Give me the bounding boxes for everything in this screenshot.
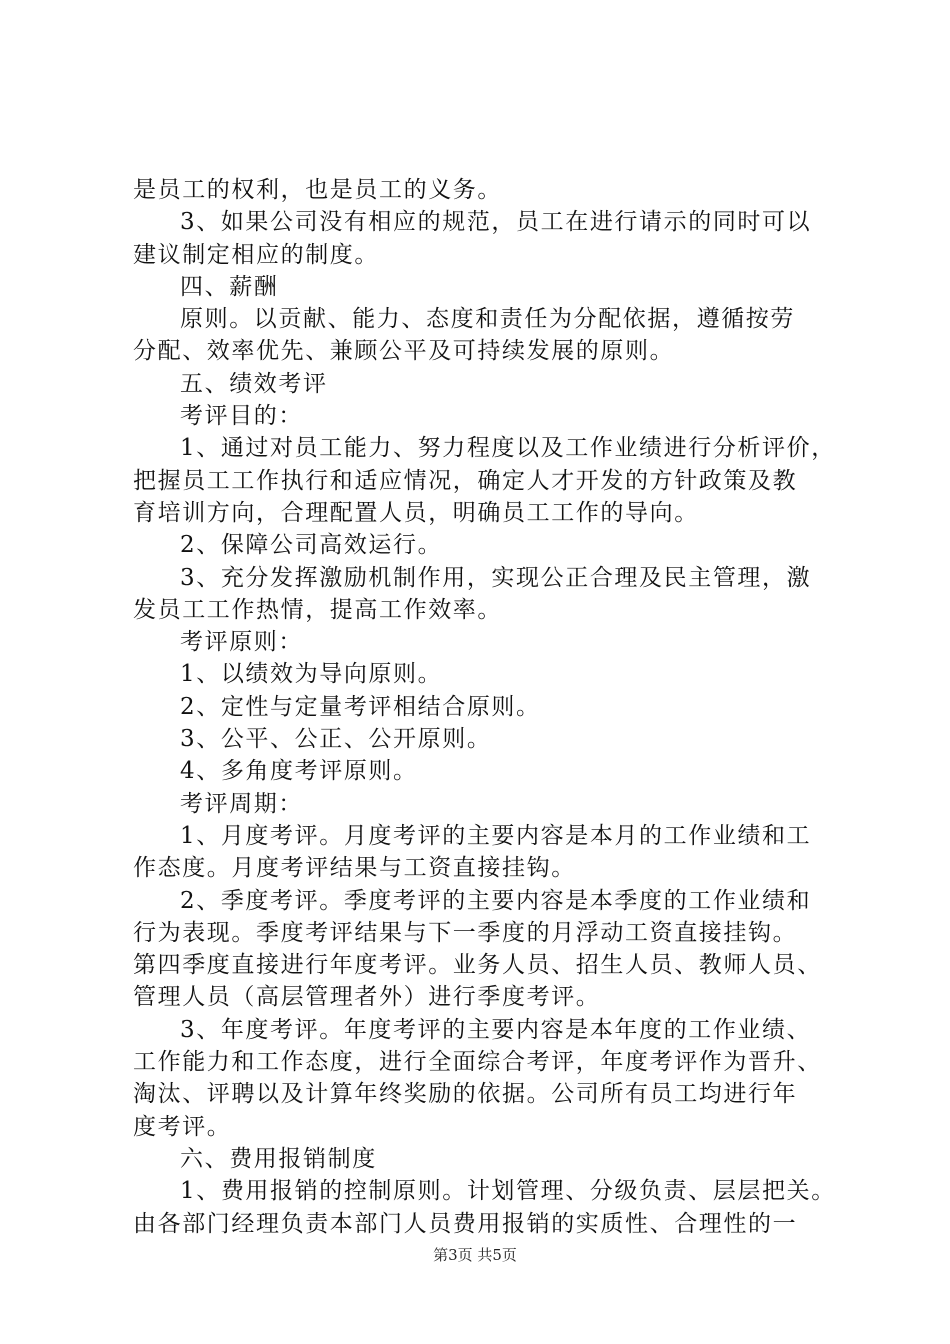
text-line: 3、充分发挥激励机制作用，实现公正合理及民主管理，激 [180, 564, 812, 591]
text-line: 是员工的权利，也是员工的义务。 [133, 177, 502, 203]
text-line: 2、保障公司高效运行。 [180, 532, 443, 559]
text-line: 管理人员（高层管理者外）进行季度考评。 [133, 984, 601, 1011]
text-line: 度考评。 [133, 1113, 232, 1140]
text-line: 考评目的： [180, 403, 303, 430]
text-line: 发员工工作热情，提高工作效率。 [133, 596, 502, 623]
page-footer: 第3页 共5页 [433, 1246, 517, 1264]
text-line: 1、月度考评。月度考评的主要内容是本月的工作业绩和工 [180, 822, 812, 849]
text-line: 作态度。月度考评结果与工资直接挂钩。 [133, 855, 576, 882]
text-line: 原则。以贡献、能力、态度和责任为分配依据，遵循按劳 [180, 306, 795, 333]
text-line: 分配、效率优先、兼顾公平及可持续发展的原则。 [133, 338, 675, 365]
text-line: 考评原则： [180, 629, 303, 656]
text-line: 1、通过对员工能力、努力程度以及工作业绩进行分析评价， [180, 435, 836, 462]
text-line: 建议制定相应的制度。 [133, 241, 379, 268]
text-line: 3、年度考评。年度考评的主要内容是本年度的工作业绩、 [180, 1016, 812, 1043]
text-line: 考评周期： [180, 790, 303, 817]
text-line: 2、季度考评。季度考评的主要内容是本季度的工作业绩和 [180, 887, 812, 914]
text-line: 育培训方向，合理配置人员，明确员工工作的导向。 [133, 499, 699, 526]
text-line: 把握员工工作执行和适应情况，确定人才开发的方针政策及教 [133, 467, 798, 494]
text-line: 4、多角度考评原则。 [180, 758, 418, 785]
text-line: 1、费用报销的控制原则。计划管理、分级负责、层层把关。 [180, 1178, 836, 1205]
text-line: 淘汰、评聘以及计算年终奖励的依据。公司所有员工均进行年 [133, 1081, 798, 1108]
text-line: 1、以绩效为导向原则。 [180, 661, 443, 688]
text-line: 第四季度直接进行年度考评。业务人员、招生人员、教师人员、 [133, 952, 822, 979]
text-line: 由各部门经理负责本部门人员费用报销的实质性、合理性的一 [133, 1210, 798, 1237]
text-line: 六、费用报销制度 [180, 1145, 377, 1172]
document-body [133, 174, 853, 1240]
text-line: 五、绩效考评 [180, 370, 328, 397]
text-line: 四、薪酬 [180, 273, 279, 300]
text-line: 行为表现。季度考评结果与下一季度的月浮动工资直接挂钩。 [133, 919, 798, 946]
text-line: 工作能力和工作态度，进行全面综合考评，年度考评作为晋升、 [133, 1049, 822, 1076]
text-line: 2、定性与定量考评相结合原则。 [180, 693, 541, 720]
text-line: 3、公平、公正、公开原则。 [180, 726, 492, 753]
text-line: 3、如果公司没有相应的规范，员工在进行请示的同时可以 [180, 209, 812, 236]
